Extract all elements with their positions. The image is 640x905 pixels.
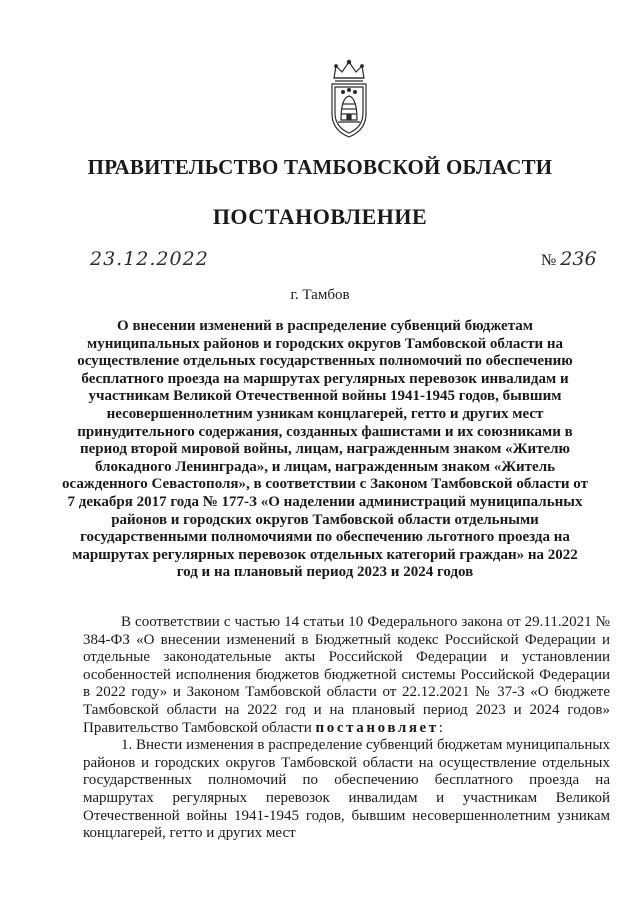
decree-word: постановляет	[315, 719, 439, 736]
body-paragraph	[83, 614, 610, 737]
paragraph-end: :	[438, 719, 443, 736]
city-name: г. Тамбов	[290, 287, 350, 303]
document-heading: О внесении изменений в распределение субвенций бюджетам муниципальных районов и городских округов Тамбовской области на осуществление отдельных государственных полномочий по обеспечению бесплатного проезда на маршрутах регулярных перевозок инвалидам и участникам Великой Отечественной войны 1941-1945 годов, бывшим несовершеннолетним узникам концлагерей, гетто и других мест принудительного содержания, созданных фашистами и их союзниками в период второй мировой войны, лицам, награжденным знаком «Жителю блокадного Ленинграда», и лицам, награжденным знаком «Житель осажденного Севастополя», в соответствии с Законом Тамбовской области от 7 декабря 2017 года № 177-З «О наделении администраций муниципальных районов и городских округов Тамбовской области отдельными государственными полномочиями по обеспечению льготного проезда на маршрутах регулярных перевозок отдельных категорий граждан» на 2022 год и на плановый период 2023 и 2024 годов	[62, 318, 588, 581]
paragraph-text: 1. Внести изменения в распределение субвенций бюджетам муниципальных районов и городских округов Тамбовской области на осуществление отдельных государственных полномочий по обеспечению бесплатного проезда на маршрутах регулярных перевозок инвалидам и участникам Великой Отечественной войны 1941-1945 годов, бывшим несовершеннолетним узникам концлагерей, гетто и других мест	[83, 737, 610, 842]
tambov-coat-of-arms-icon	[326, 58, 372, 140]
document-date: 23.12.2022	[90, 248, 209, 270]
body-paragraph	[83, 737, 610, 843]
document-body	[83, 614, 610, 843]
document-number	[541, 248, 597, 270]
paragraph-text: В соответствии с частью 14 статьи 10 Федерального закона от 29.11.2021 № 384-ФЗ «О внесении изменений в Бюджетный кодекс Российской Федерации и отдельные законодательные акты Российской Федерации и установлении особенностей исполнения бюджетов бюджетной системы Российской Федерации в 2022 году» и Законом Тамбовской области от 22.12.2021 № 37-З «О бюджете Тамбовской области на 2022 год и на плановый период 2023 и 2024 годов» Правительство Тамбовской области	[83, 614, 610, 736]
government-title: ПРАВИТЕЛЬСТВО ТАМБОВСКОЙ ОБЛАСТИ	[87, 155, 553, 179]
number-prefix: №	[541, 252, 557, 269]
number-value: 236	[560, 248, 597, 270]
document-type-title: ПОСТАНОВЛЕНИЕ	[212, 204, 428, 229]
